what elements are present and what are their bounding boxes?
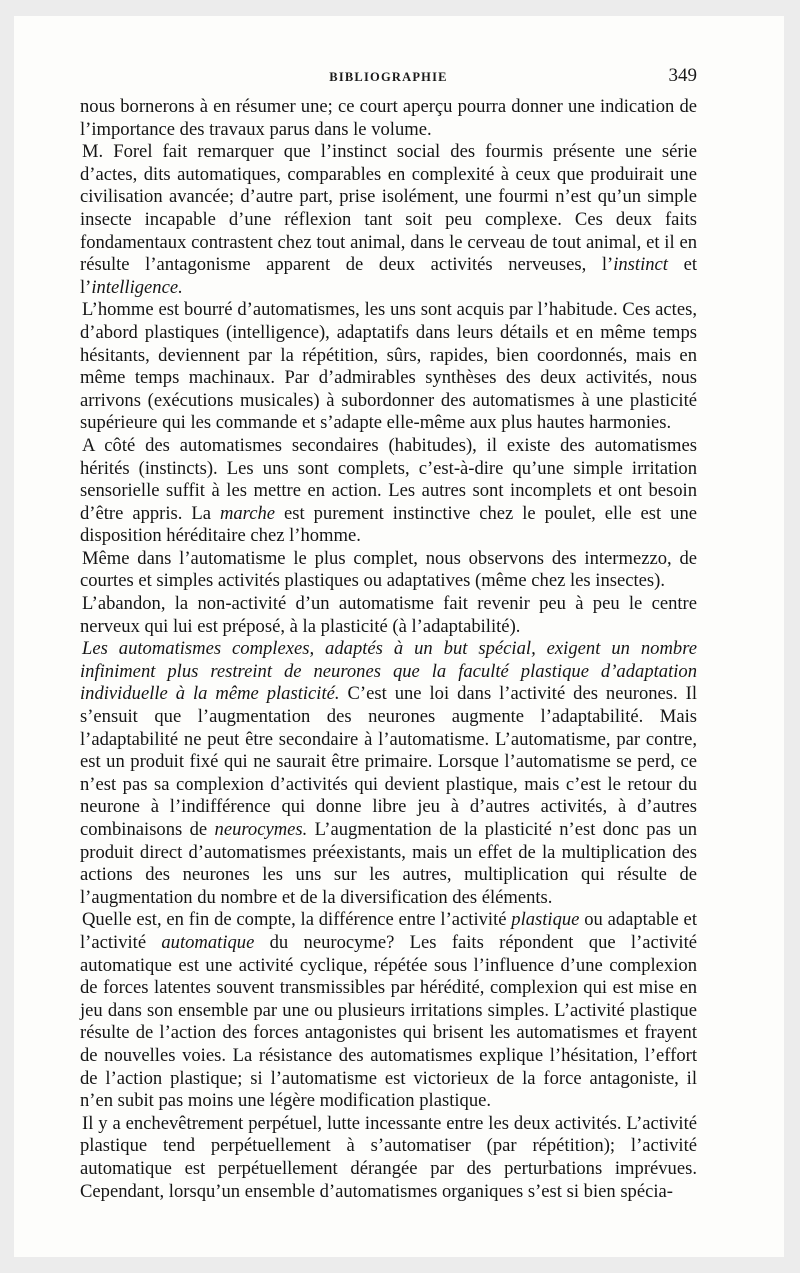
- paragraph: [80, 1113, 697, 1203]
- italic-text: automatique: [161, 931, 255, 953]
- text-segment: Il y a enchevêtrement perpétuel, lutte incessante entre les deux activités. L’activité plastique tend perpétuellement à s’automatiser (par répétition); l’activité automatique est perpétuellement dérangée par des perturbations imprévues. Cependant, lorsqu’un ensemble d’automatismes organiques s’est si bien spécia-: [80, 1112, 697, 1202]
- text-segment: et l’: [80, 254, 697, 298]
- italic-text: Les automatismes complexes, adaptés à un but spécial, exigent un nombre infiniment plus restreint de neurones que la faculté plastique d’adaptation individuelle à la même plasticité.: [80, 638, 697, 705]
- paragraph: [80, 593, 697, 638]
- paragraph: [80, 96, 697, 141]
- text-segment: est purement instinctive chez le poulet, elle est une disposition héréditaire chez l’homme.: [80, 502, 697, 547]
- italic-text: instinct: [613, 254, 668, 276]
- text-segment: L’augmentation de la plasticité n’est donc pas un produit direct d’automatismes préexistants, mais un effet de la multiplication des actions des neurones les uns sur les autres, multiplication qui résulte de l’augmentation du nombre et de la diversification des éléments.: [80, 819, 697, 908]
- paragraph: [80, 548, 697, 593]
- running-title: BIBLIOGRAPHIE: [329, 70, 448, 84]
- text-segment: L’abandon, la non-activité d’un automatisme fait revenir peu à peu le centre nerveux qui lui est préposé, à la plasticité (à l’adaptabilité).: [80, 593, 697, 637]
- text-segment: M. Forel fait remarquer que l’instinct social des fourmis présente une série d’actes, dits automatiques, comparables en complexité à ceux que produirait une civilisation avancée; d’autre part, prise isolément, une fourmi n’est qu’un simple insecte incapable d’une réflexion tant soit peu complexe. Ces deux faits fondamentaux contrastent chez tout animal, dans le cerveau de tout animal, et il en résulte l’antagonisme apparent de deux activités nerveuses, l’: [80, 141, 697, 276]
- text-segment: du neurocyme? Les faits répondent que l’activité automatique est une activité cyclique, répétée sous l’influence d’une complexion de forces latentes souvent transmissibles par hérédité, complexion qui est mise en jeu dans son ensemble par une ou plusieurs irritations simples. L’activité plastique résulte de l’action des forces antagonistes qui brisent les automatismes et frayent de nouvelles voies. La résistance des automatismes explique l’hésitation, l’effort de l’action plastique; si l’automatisme est victorieux de la force antagoniste, il n’en subit pas moins une légère modification plastique.: [80, 931, 697, 1112]
- text-segment: Quelle est, en fin de compte, la différence entre l’activité: [82, 909, 512, 931]
- text-segment: A côté des automatismes secondaires (habitudes), il existe des automatismes hérités (instincts). Les uns sont complets, c’est-à-dire qu’une simple irritation sensorielle suffit à les mettre en action. Les autres sont incomplets et ont besoin d’être appris. La: [80, 434, 697, 524]
- paragraph: [80, 299, 697, 435]
- paragraph: [80, 909, 697, 1112]
- text-segment: C’est une loi dans l’activité des neurones. Il s’ensuit que l’augmentation des neurones augmente l’adaptabilité. Mais l’adaptabilité ne peut être secondaire à l’automatisme. L’automatisme, par contre, est un produit fixé qui ne saurait être primaire. Lorsque l’automatisme se perd, ce n’est pas sa complexion d’activités qui devient plastique, mais c’est le retour du neurone à l’indifférence qui donne libre jeu à d’autres activités, à d’autres combinaisons de: [80, 683, 697, 840]
- paragraph: [80, 638, 697, 909]
- paragraph: [80, 141, 697, 299]
- page-number: 349: [668, 65, 697, 86]
- italic-text: plastique: [511, 909, 580, 931]
- body-text: [80, 96, 697, 1203]
- text-segment: ou adaptable et l’activité: [80, 909, 697, 953]
- italic-text: marche: [219, 502, 276, 524]
- paragraph: [80, 435, 697, 548]
- text-segment: L’homme est bourré d’automatismes, les uns sont acquis par l’habitude. Ces actes, d’abord plastiques (intelligence), adaptatifs dans leurs détails et en même temps hésitants, deviennent par la répétition, sûrs, rapides, bien coordonnés, mais en même temps machinaux. Par d’admirables synthèses des deux activités, nous arrivons (exécutions musicales) à subordonner des automatismes à une plasticité supérieure qui les commande et s’adapte elle-même aux plus hautes harmonies.: [80, 299, 697, 434]
- text-segment: Même dans l’automatisme le plus complet, nous observons des intermezzo, de courtes et simples activités plastiques ou adaptatives (même chez les insectes).: [80, 547, 697, 592]
- text-segment: nous bornerons à en résumer une; ce court aperçu pourra donner une indication de l’importance des travaux parus dans le volume.: [80, 96, 697, 140]
- page-header: [80, 65, 697, 92]
- italic-text: neurocymes.: [214, 819, 308, 840]
- italic-text: intelligence.: [91, 276, 183, 298]
